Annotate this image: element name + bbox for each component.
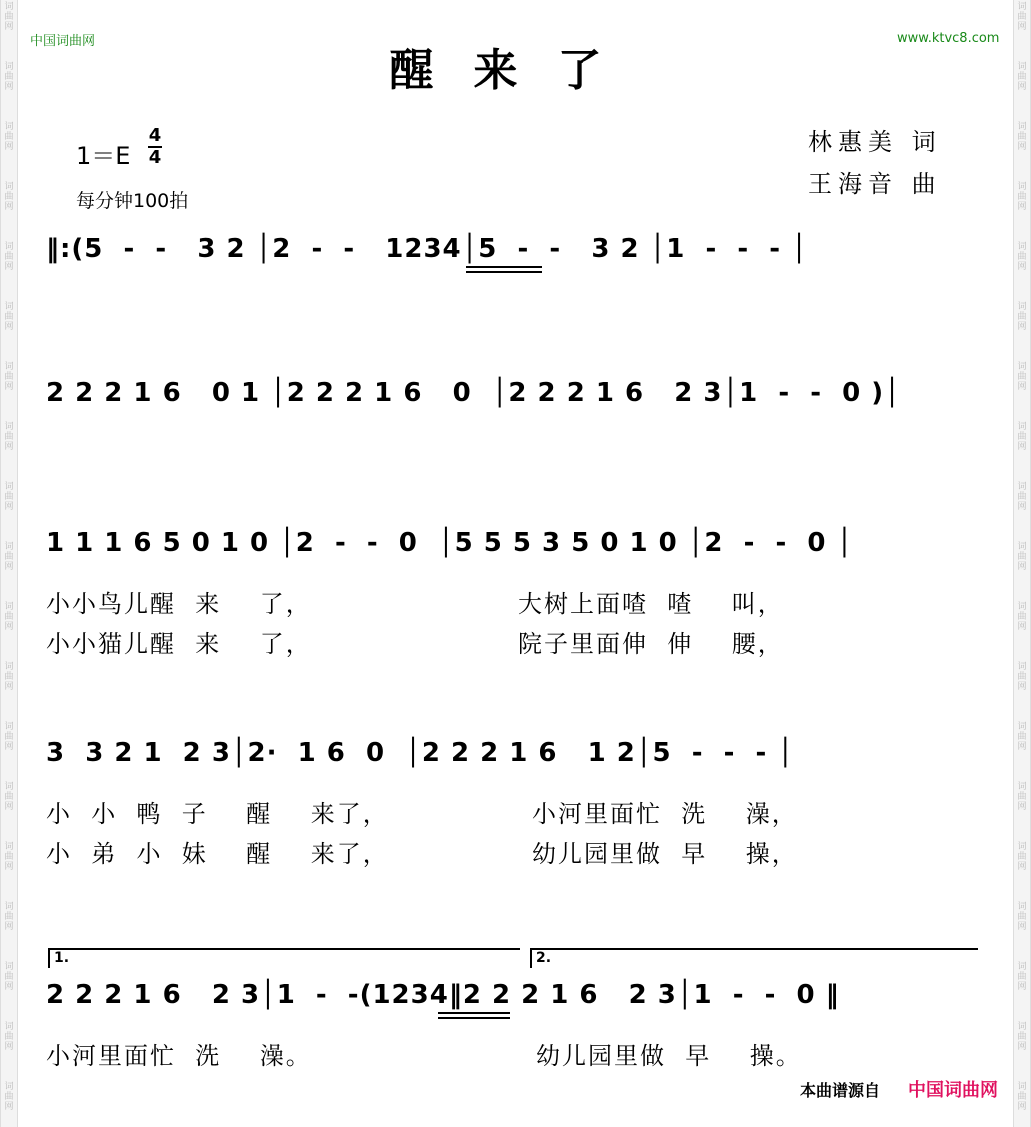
beam-line <box>466 266 542 268</box>
side-watermark-text: 词 曲 网 <box>4 2 14 32</box>
lyric-4c: 小 弟 小 妹 醒 来了， <box>46 840 389 868</box>
side-watermark-text: 词 曲 网 <box>1017 302 1027 332</box>
site-label-right: www.ktvc8.com <box>897 31 1000 46</box>
lyric-4b: 小河里面忙 洗 澡， <box>532 800 798 828</box>
side-watermark-text: 词 曲 网 <box>4 242 14 272</box>
lyric-3c: 小小猫儿醒 来 了， <box>46 630 312 658</box>
notation-row-4: 3 3 2 1 2 3│2· 1 6 0 │2 2 2 1 6 1 2│5 - - - │ <box>46 738 794 768</box>
notation-row-2: 2 2 2 1 6 0 1 │2 2 2 1 6 0 │2 2 2 1 6 2 3│1 - - 0 )│ <box>46 378 901 408</box>
side-watermark-text: 词 曲 网 <box>1017 662 1027 692</box>
side-watermark-text: 词 曲 网 <box>1017 62 1027 92</box>
notation-row-5: 2 2 2 1 6 2 3│1 - -(1234‖2 2 2 1 6 2 3│1 - - 0 ‖ <box>46 980 840 1010</box>
lyricist-credit: 林惠美 词 <box>808 128 942 156</box>
side-watermark-text: 词 曲 网 <box>1017 422 1027 452</box>
lyric-5a: 小河里面忙 洗 澡。 <box>46 1042 312 1070</box>
side-watermark-text: 词 曲 网 <box>4 1082 14 1112</box>
side-watermark-text: 词 曲 网 <box>4 842 14 872</box>
site-label-left: 中国词曲网 <box>30 34 96 49</box>
side-watermark-text: 词 曲 网 <box>1017 782 1027 812</box>
beam-line <box>438 1017 510 1019</box>
lyric-4a: 小 小 鸭 子 醒 来了， <box>46 800 389 828</box>
time-signature: 4 4 <box>148 125 162 168</box>
side-watermark-text: 词 曲 网 <box>1017 542 1027 572</box>
notation-row-3: 1 1 1 6 5 0 1 0 │2 - - 0 │5 5 5 3 5 0 1 0 │2 - - 0 │ <box>46 528 854 558</box>
side-watermark-text: 词 曲 网 <box>4 122 14 152</box>
side-watermark-text: 词 曲 网 <box>1017 602 1027 632</box>
volta-bracket-1: 1. <box>48 948 520 968</box>
lyric-3d: 院子里面伸 伸 腰， <box>518 630 784 658</box>
side-watermark-text: 词 曲 网 <box>4 722 14 752</box>
side-watermark-text: 词 曲 网 <box>1017 962 1027 992</box>
source-label: 本曲谱源自 <box>800 1081 881 1100</box>
side-watermark-text: 词 曲 网 <box>4 62 14 92</box>
side-watermark-text: 词 曲 网 <box>4 782 14 812</box>
side-watermark-text: 词 曲 网 <box>4 422 14 452</box>
side-watermark-text: 词 曲 网 <box>1017 902 1027 932</box>
volta-bracket-2: 2. <box>530 948 978 968</box>
side-watermark-text: 词 曲 网 <box>4 542 14 572</box>
side-watermark-text: 词 曲 网 <box>1017 242 1027 272</box>
right-watermark-strip <box>1013 0 1031 1127</box>
notation-row-1: ‖:(5 - - 3 2 │2 - - 1234│5 - - 3 2 │1 - - - │ <box>46 234 808 264</box>
side-watermark-text: 词 曲 网 <box>1017 482 1027 512</box>
side-watermark-text: 词 曲 网 <box>4 962 14 992</box>
side-watermark-text: 词 曲 网 <box>4 182 14 212</box>
lyric-4d: 幼儿园里做 早 操， <box>532 840 798 868</box>
side-watermark-text: 词 曲 网 <box>4 482 14 512</box>
side-watermark-text: 词 曲 网 <box>4 602 14 632</box>
lyric-3b: 大树上面喳 喳 叫， <box>518 590 784 618</box>
beam-line <box>466 271 542 273</box>
side-watermark-text: 词 曲 网 <box>1017 182 1027 212</box>
side-watermark-text: 词 曲 网 <box>1017 1082 1027 1112</box>
side-watermark-text: 词 曲 网 <box>4 1022 14 1052</box>
side-watermark-text: 词 曲 网 <box>1017 1022 1027 1052</box>
side-watermark-text: 词 曲 网 <box>4 302 14 332</box>
side-watermark-text: 词 曲 网 <box>4 662 14 692</box>
side-watermark-text: 词 曲 网 <box>1017 722 1027 752</box>
song-title: 醒来了 <box>389 45 642 96</box>
tempo-marking: 每分钟100拍 <box>76 190 189 212</box>
side-watermark-text: 词 曲 网 <box>1017 122 1027 152</box>
key-signature: 1＝E <box>76 142 131 170</box>
side-watermark-text: 词 曲 网 <box>4 902 14 932</box>
left-watermark-strip <box>0 0 18 1127</box>
lyric-3a: 小小鸟儿醒 来 了， <box>46 590 312 618</box>
lyric-5b: 幼儿园里做 早 操。 <box>536 1042 802 1070</box>
side-watermark-text: 词 曲 网 <box>1017 842 1027 872</box>
beam-line <box>438 1012 510 1014</box>
side-watermark-text: 词 曲 网 <box>1017 2 1027 32</box>
composer-credit: 王海音 曲 <box>808 170 942 198</box>
side-watermark-text: 词 曲 网 <box>4 362 14 392</box>
side-watermark-text: 词 曲 网 <box>1017 362 1027 392</box>
source-site: 中国词曲网 <box>908 1080 998 1101</box>
